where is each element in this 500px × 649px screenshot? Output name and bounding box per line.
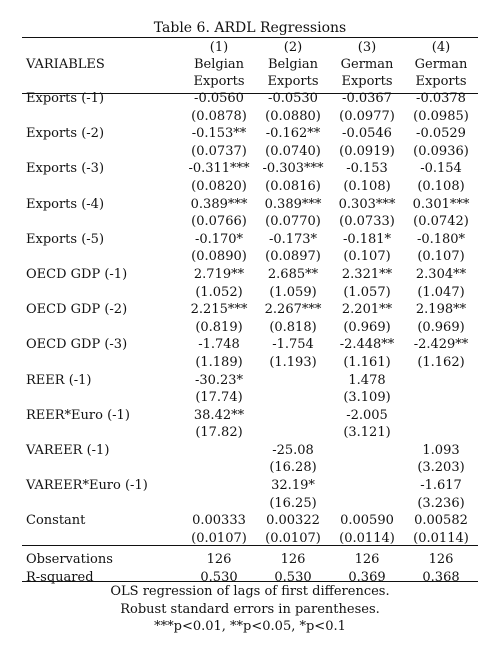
standard-error-cell — [404, 424, 478, 442]
standard-error-cell: (1.162) — [417, 354, 465, 370]
blank-cell — [22, 143, 182, 161]
standard-error-cell: (0.818) — [269, 319, 317, 335]
coefficient-cell: -0.173* — [268, 231, 318, 247]
standard-error-cell: (3.203) — [417, 460, 465, 476]
blank-cell — [22, 424, 182, 442]
coefficient-cell: -0.0378 — [416, 91, 466, 106]
standard-error-cell: (1.057) — [343, 284, 391, 300]
coefficient-cell: 1.478 — [348, 372, 386, 388]
coefficient-cell — [404, 372, 478, 390]
standard-error-cell — [182, 495, 256, 513]
coefficient-cell: -0.180* — [416, 231, 466, 247]
column-number: (1) — [209, 40, 229, 55]
coefficient-cell: -0.153** — [191, 126, 247, 142]
coefficient-cell: -0.0367 — [342, 91, 392, 106]
row-label: Exports (-5) — [26, 231, 105, 247]
standard-error-cell: (3.236) — [417, 495, 465, 511]
standard-error-cell: (17.82) — [195, 425, 243, 441]
coefficient-cell: -1.754 — [272, 337, 314, 353]
standard-error-cell: (1.189) — [195, 354, 243, 370]
coefficient-cell: 0.00333 — [192, 513, 246, 529]
blank-cell — [22, 495, 182, 513]
coefficient-cell: 2.198** — [415, 302, 467, 318]
coefficient-cell: 2.215*** — [190, 302, 248, 318]
coefficient-cell: -0.154 — [420, 161, 462, 177]
column-country: German — [414, 57, 468, 72]
coefficient-cell: 0.303*** — [338, 196, 396, 212]
coefficient-cell: 2.201** — [341, 302, 393, 318]
coefficient-cell: -0.303*** — [262, 161, 324, 177]
standard-error-row — [22, 459, 478, 477]
column-number: (4) — [431, 40, 451, 55]
coefficient-cell: 0.00322 — [266, 513, 320, 529]
standard-error-cell: (0.0816) — [265, 178, 321, 194]
standard-error-cell: (0.108) — [343, 178, 391, 194]
coefficient-row — [22, 90, 478, 108]
coefficient-row — [22, 160, 478, 178]
row-label: Observations — [26, 552, 113, 568]
coefficient-cell: 0.301*** — [412, 196, 470, 212]
standard-error-cell: (0.0766) — [191, 214, 247, 230]
coefficient-row — [22, 407, 478, 425]
coefficient-row — [22, 512, 478, 530]
coefficient-row — [22, 372, 478, 390]
standard-error-cell: (0.0977) — [339, 108, 395, 124]
regression-table — [22, 39, 478, 587]
observations-row — [22, 551, 478, 569]
blank-cell — [22, 213, 182, 231]
coefficient-row — [22, 266, 478, 284]
row-label: REER*Euro (-1) — [26, 407, 130, 423]
column-number: (3) — [357, 40, 377, 55]
standard-error-cell: (0.0880) — [265, 108, 321, 124]
coefficient-cell — [256, 407, 330, 425]
blank-cell — [22, 354, 182, 372]
note-line: Robust standard errors in parentheses. — [120, 601, 380, 617]
observations-value: 126 — [206, 552, 232, 568]
coefficient-cell: -0.162** — [265, 126, 321, 142]
coefficient-cell: -2.005 — [346, 407, 388, 423]
coefficient-cell: 0.00582 — [414, 513, 468, 529]
coefficient-row — [22, 231, 478, 249]
note-line: ***p<0.01, **p<0.05, *p<0.1 — [154, 619, 346, 634]
coefficient-cell: -2.448** — [339, 337, 395, 353]
coefficient-cell: 0.389*** — [190, 196, 248, 212]
row-label: OECD GDP (-1) — [26, 266, 128, 282]
blank-cell — [22, 459, 182, 477]
coefficient-row — [22, 196, 478, 214]
coefficient-cell: 2.719** — [193, 266, 245, 282]
coefficient-row — [22, 442, 478, 460]
blank-cell — [22, 248, 182, 266]
r-squared-value: 0.530 — [200, 570, 238, 586]
standard-error-cell — [182, 459, 256, 477]
standard-error-cell — [404, 389, 478, 407]
standard-error-cell: (3.121) — [343, 425, 391, 441]
standard-error-cell: (0.0740) — [265, 143, 321, 159]
coefficient-cell: 2.321** — [341, 266, 393, 282]
standard-error-cell: (0.0733) — [339, 214, 395, 230]
coefficient-cell: -0.0546 — [342, 126, 392, 142]
row-label: VAREER (-1) — [26, 442, 110, 458]
row-label: VAREER*Euro (-1) — [26, 478, 148, 494]
column-dependent: Exports — [341, 74, 393, 89]
column-country: German — [340, 57, 394, 72]
blank-cell — [22, 178, 182, 196]
coefficient-cell: -0.153 — [346, 161, 388, 177]
r-squared-value: 0.369 — [348, 570, 386, 586]
row-label: Constant — [26, 513, 86, 529]
table-body — [22, 90, 478, 547]
column-dependent: Exports — [267, 74, 319, 89]
standard-error-cell: (0.0114) — [413, 530, 469, 546]
coefficient-cell: -0.0560 — [194, 91, 244, 106]
standard-error-row — [22, 284, 478, 302]
standard-error-cell: (0.0737) — [191, 143, 247, 159]
coefficient-cell: 0.389*** — [264, 196, 322, 212]
column-dependent: Exports — [193, 74, 245, 89]
column-country: Belgian — [193, 57, 244, 72]
blank-cell — [22, 284, 182, 302]
table-title: Table 6. ARDL Regressions — [153, 20, 347, 36]
standard-error-cell: (0.969) — [417, 319, 465, 335]
standard-error-cell: (0.0770) — [265, 214, 321, 230]
standard-error-cell: (0.107) — [417, 249, 465, 265]
standard-error-row — [22, 108, 478, 126]
coefficient-row — [22, 301, 478, 319]
standard-error-cell: (3.109) — [343, 390, 391, 406]
coefficient-cell: -0.170* — [194, 231, 244, 247]
coefficient-cell: 32.19* — [271, 478, 315, 494]
standard-error-row — [22, 495, 478, 513]
standard-error-cell: (0.0742) — [413, 214, 469, 230]
standard-error-cell: (0.0107) — [191, 530, 247, 546]
coefficient-cell: -0.311*** — [188, 161, 250, 177]
standard-error-row — [22, 248, 478, 266]
coefficient-cell: 2.685** — [267, 266, 319, 282]
coefficient-cell: 38.42** — [193, 407, 245, 423]
coefficient-cell: -1.617 — [420, 478, 462, 494]
standard-error-cell: (0.0820) — [191, 178, 247, 194]
standard-error-cell: (1.052) — [195, 284, 243, 300]
standard-error-row — [22, 354, 478, 372]
coefficient-cell — [182, 442, 256, 460]
header-row-numbers — [22, 39, 478, 56]
coefficient-row — [22, 125, 478, 143]
row-label: REER (-1) — [26, 372, 92, 388]
standard-error-cell — [330, 459, 404, 477]
standard-error-row — [22, 424, 478, 442]
coefficient-cell — [256, 372, 330, 390]
coefficient-cell: -0.0530 — [268, 91, 318, 106]
table-stats — [22, 547, 478, 586]
row-label: Exports (-2) — [26, 126, 105, 142]
standard-error-cell: (16.28) — [269, 460, 317, 476]
table-header — [22, 39, 478, 90]
standard-error-cell: (0.0878) — [191, 108, 247, 124]
blank-cell — [22, 319, 182, 337]
standard-error-cell: (1.193) — [269, 354, 317, 370]
standard-error-cell: (0.0936) — [413, 143, 469, 159]
column-number: (2) — [283, 40, 303, 55]
standard-error-cell: (0.0897) — [265, 249, 321, 265]
standard-error-cell: (0.0114) — [339, 530, 395, 546]
row-label: OECD GDP (-3) — [26, 337, 128, 353]
coefficient-cell — [330, 477, 404, 495]
standard-error-row — [22, 178, 478, 196]
standard-error-cell: (1.047) — [417, 284, 465, 300]
standard-error-cell — [330, 495, 404, 513]
standard-error-cell: (0.107) — [343, 249, 391, 265]
row-label: R-squared — [26, 570, 94, 586]
standard-error-row — [22, 530, 478, 548]
coefficient-cell: 1.093 — [422, 442, 460, 458]
standard-error-cell: (16.25) — [269, 495, 317, 511]
coefficient-cell: -0.181* — [342, 231, 392, 247]
standard-error-cell — [256, 424, 330, 442]
coefficient-cell: 0.00590 — [340, 513, 394, 529]
blank-cell — [22, 108, 182, 126]
standard-error-cell: (0.0985) — [413, 108, 469, 124]
coefficient-cell: -1.748 — [198, 337, 240, 353]
coefficient-cell: -2.429** — [413, 337, 469, 353]
standard-error-cell: (1.059) — [269, 284, 317, 300]
coefficient-cell — [330, 442, 404, 460]
note-line: OLS regression of lags of first differences. — [110, 584, 390, 599]
standard-error-cell: (17.74) — [195, 390, 243, 406]
standard-error-cell: (0.0890) — [191, 249, 247, 265]
standard-error-row — [22, 143, 478, 161]
standard-error-cell: (0.108) — [417, 178, 465, 194]
coefficient-cell: 2.267*** — [264, 302, 322, 318]
variables-header: VARIABLES — [26, 57, 105, 72]
row-label: Exports (-1) — [26, 91, 105, 106]
standard-error-cell: (0.969) — [343, 319, 391, 335]
coefficient-row — [22, 336, 478, 354]
standard-error-row — [22, 213, 478, 231]
blank-cell — [22, 389, 182, 407]
blank-cell — [22, 530, 182, 548]
r-squared-value: 0.368 — [422, 570, 460, 586]
observations-value: 126 — [280, 552, 306, 568]
standard-error-cell: (0.819) — [195, 319, 243, 335]
row-label: Exports (-3) — [26, 161, 105, 177]
coefficient-cell — [404, 407, 478, 425]
standard-error-row — [22, 389, 478, 407]
coefficient-cell: 2.304** — [415, 266, 467, 282]
column-country: Belgian — [267, 57, 318, 72]
row-label: Exports (-4) — [26, 196, 105, 212]
standard-error-cell: (1.161) — [343, 354, 391, 370]
coefficient-cell: -30.23* — [194, 372, 244, 388]
coefficient-cell — [182, 477, 256, 495]
r-squared-value: 0.530 — [274, 570, 312, 586]
standard-error-cell: (0.0919) — [339, 143, 395, 159]
coefficient-cell: -25.08 — [272, 442, 314, 458]
standard-error-cell — [256, 389, 330, 407]
coefficient-row — [22, 477, 478, 495]
table-notes — [0, 583, 500, 636]
row-label: OECD GDP (-2) — [26, 302, 128, 318]
coefficient-cell: -0.0529 — [416, 126, 466, 142]
observations-value: 126 — [428, 552, 454, 568]
standard-error-cell: (0.0107) — [265, 530, 321, 546]
column-dependent: Exports — [415, 74, 467, 89]
standard-error-row — [22, 319, 478, 337]
top-rule — [22, 37, 478, 38]
observations-value: 126 — [354, 552, 380, 568]
